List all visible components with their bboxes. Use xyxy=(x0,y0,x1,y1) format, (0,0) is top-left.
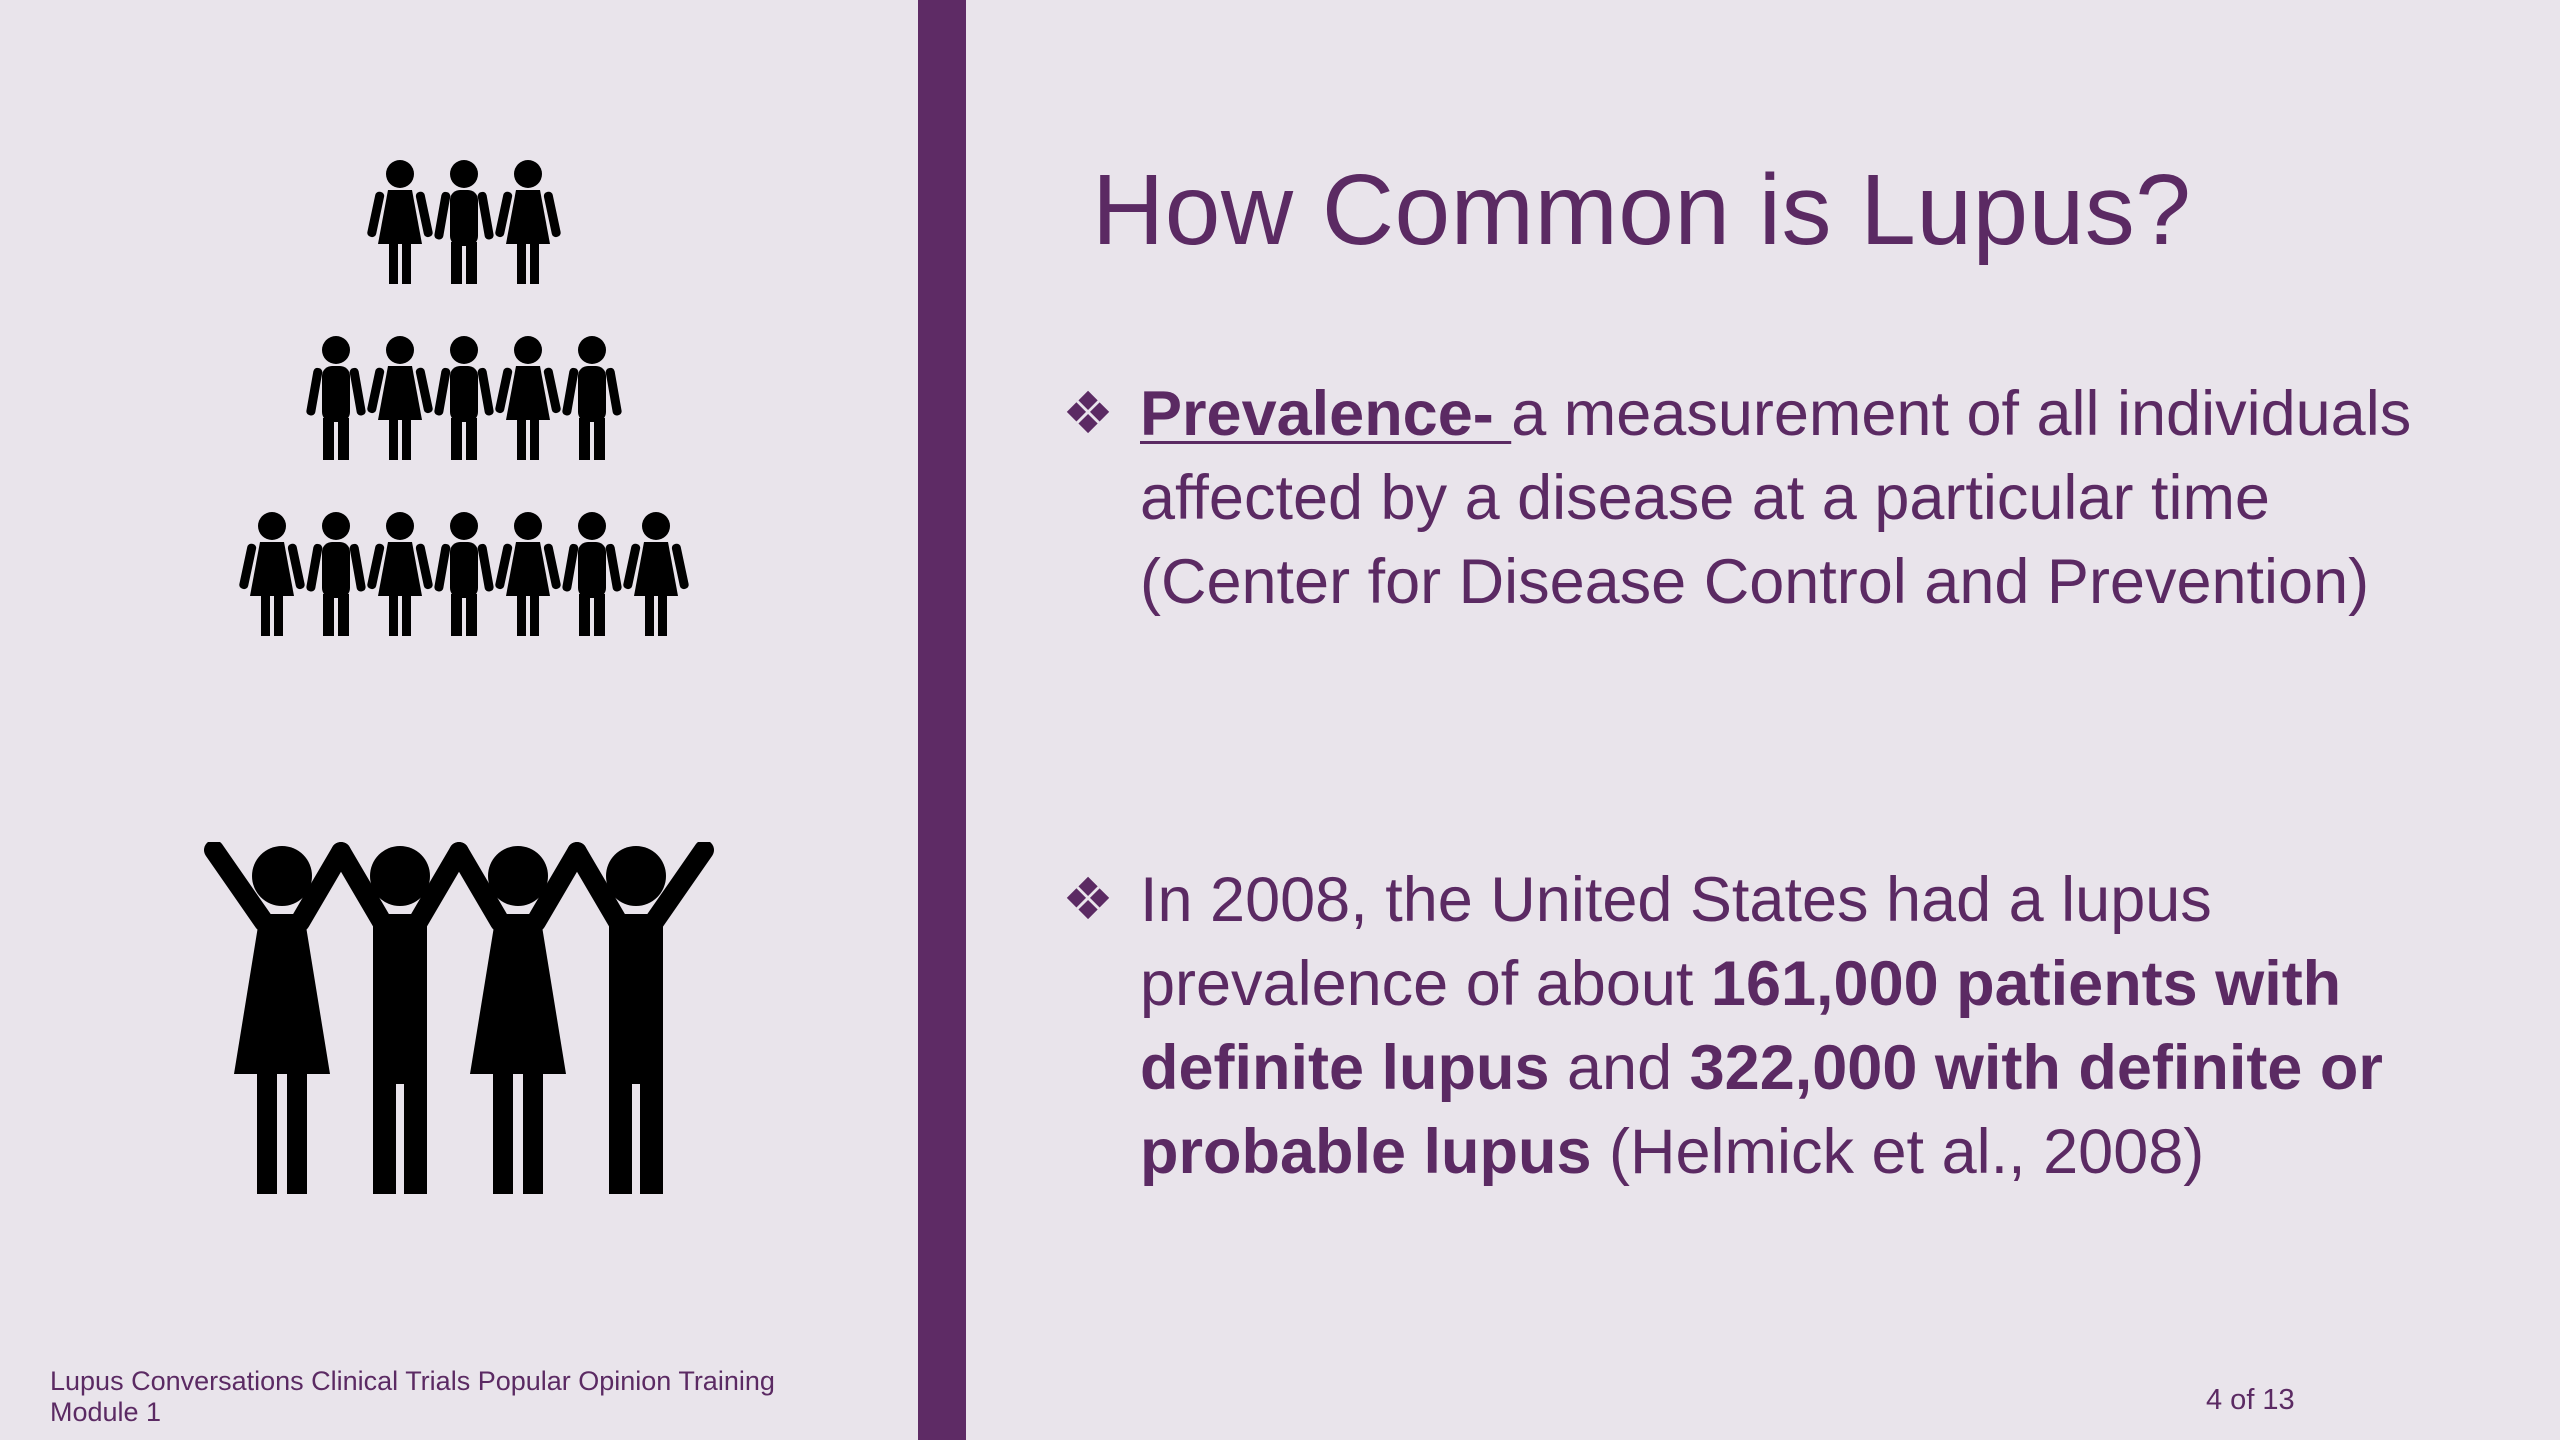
bullet-text xyxy=(1140,372,2492,624)
statistic-and: and xyxy=(1549,1033,1690,1103)
bullet-prevalence xyxy=(1062,372,2492,624)
definition-text: a measurement of all individuals affected by a disease at a particular time (Center for Disease Control and Prevention) xyxy=(1140,379,2412,617)
diamond-bullet-icon: ❖ xyxy=(1062,867,1114,932)
bullet-text xyxy=(1140,858,2492,1194)
statistic-definite: 161,000 patients with definite lupus xyxy=(1140,949,2342,1103)
term-prevalence: Prevalence- xyxy=(1140,379,1512,449)
statistic-probable: 322,000 with definite or probable lupus xyxy=(1140,1033,2383,1187)
bullet-statistics xyxy=(1062,858,2492,1194)
page-number: 4 of 13 xyxy=(2206,1384,2295,1416)
people-pyramid-icon xyxy=(224,150,704,690)
slide-title: How Common is Lupus? xyxy=(1092,154,2192,266)
vertical-divider xyxy=(918,0,966,1440)
footer-caption: Lupus Conversations Clinical Trials Popular Opinion Training Module 1 xyxy=(50,1366,775,1427)
cheering-group-icon xyxy=(200,842,720,1194)
diamond-bullet-icon: ❖ xyxy=(1062,381,1114,446)
citation: (Helmick et al., 2008) xyxy=(1591,1117,2205,1187)
statistic-intro: In 2008, the United States had a lupus prevalence of about xyxy=(1140,865,2212,1019)
